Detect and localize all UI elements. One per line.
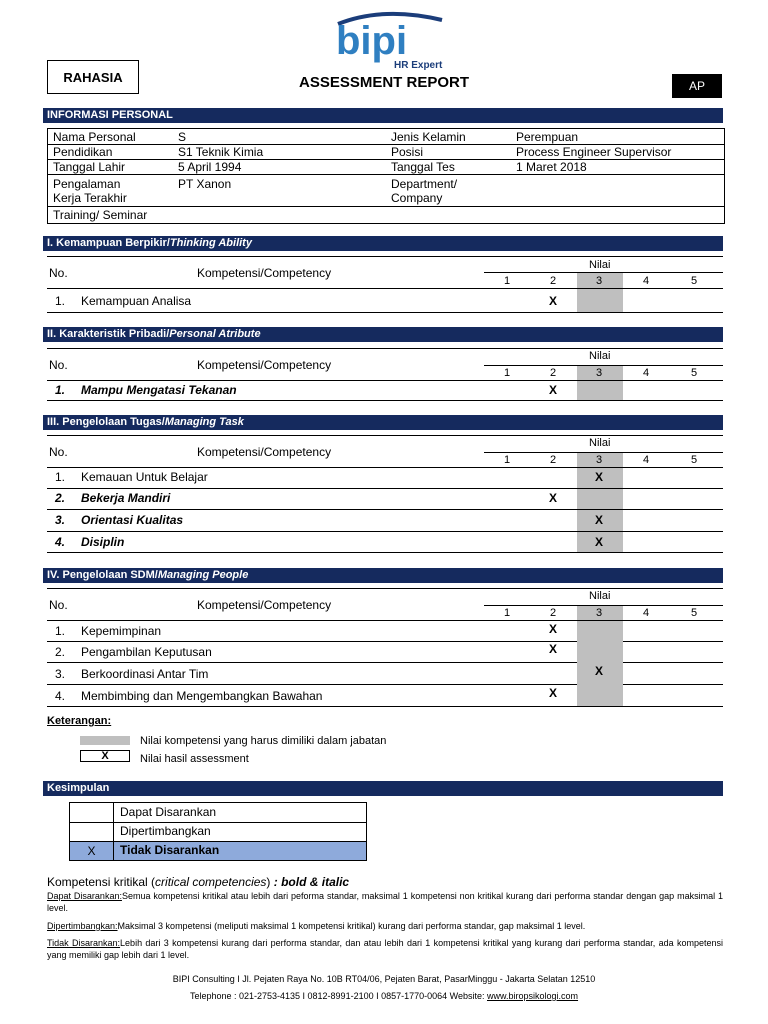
logo-text: bipi (336, 19, 408, 63)
s4-item-2-name: Pengambilan Keputusan (81, 645, 212, 659)
section-3-title: III. Pengelolaan Tugas/Managing Task (43, 415, 723, 430)
note-dapat: Dapat Disarankan:Semua kompetensi kritikal atau lebih dari peforma standar, maksimal 1 kompetensi non kritikal kurang dari performa standar dengan gap maksimal 1 level. (47, 891, 723, 913)
scale-1: 1 (504, 607, 511, 619)
kesimpulan-table (69, 802, 367, 861)
scale-3: 3 (596, 454, 603, 466)
s1-item-1-mark: X (549, 294, 558, 308)
s4-item-3-mark: X (595, 664, 604, 678)
label-position: Posisi (391, 145, 424, 159)
note-tidak: Tidak Disarankan:Lebih dari 3 kompetensi kurang dari performa standar, dan atau lebih dari 1 kompetensi kritikal yang kurang dari performa standar, ada kompetensi yang memiliki gap lebih dari 1 level. (47, 938, 723, 960)
critical-note: Kompetensi kritikal (critical competencies) : bold & italic (47, 875, 350, 889)
scale-4: 4 (643, 454, 650, 466)
scale-1: 1 (504, 367, 511, 379)
scale-3: 3 (596, 275, 603, 287)
scale-2: 2 (550, 454, 557, 466)
s2-item-1-no: 1. (55, 383, 66, 397)
scale-5: 5 (691, 607, 698, 619)
s4-item-1-name: Kepemimpinan (81, 624, 162, 638)
header-competency: Kompetensi/Competency (197, 266, 332, 280)
label-test-date: Tanggal Tes (391, 160, 455, 174)
scale-5: 5 (691, 275, 698, 287)
section-3-table (47, 435, 723, 552)
s4-item-1-mark: X (549, 622, 558, 636)
s1-item-1-no: 1. (55, 294, 66, 308)
section-4-table (47, 588, 723, 706)
s3-item-4-mark: X (595, 535, 604, 549)
option-3-label: Tidak Disarankan (120, 843, 220, 857)
legend-gray-text: Nilai kompetensi yang harus dimiliki dalam jabatan (140, 735, 387, 747)
s2-item-1-mark: X (549, 383, 558, 397)
legend-title: Keterangan: (47, 715, 112, 727)
option-2-label: Dipertimbangkan (120, 824, 211, 838)
scale-4: 4 (643, 607, 650, 619)
scale-3: 3 (596, 367, 603, 379)
value-test-date: 1 Maret 2018 (516, 160, 587, 174)
option-1-label: Dapat Disarankan (120, 805, 217, 819)
value-name: S (178, 130, 187, 144)
footer-address: BIPI Consulting I Jl. Pejaten Raya No. 10B RT04/06, Pejaten Barat, PasarMinggu - Jakarta Selatan 12510 (172, 974, 596, 984)
bipi-logo (318, 10, 448, 70)
legend-x-box: X (80, 750, 130, 762)
report-title: ASSESSMENT REPORT (298, 74, 470, 91)
label-name: Nama Personal (53, 130, 136, 144)
label-department-b: Company (391, 191, 443, 205)
value-gender: Perempuan (516, 130, 579, 144)
header-competency: Kompetensi/Competency (197, 358, 332, 372)
s3-item-4-no: 4. (55, 535, 66, 549)
section-2-table (47, 348, 723, 400)
s3-item-3-mark: X (595, 513, 604, 527)
scale-5: 5 (691, 367, 698, 379)
scale-4: 4 (643, 275, 650, 287)
s3-item-2-mark: X (549, 491, 558, 505)
s4-item-3-name: Berkoordinasi Antar Tim (81, 667, 209, 681)
s4-item-4-name: Membimbing dan Mengembangkan Bawahan (81, 689, 323, 703)
s4-item-3-no: 3. (55, 667, 66, 681)
s4-item-4-no: 4. (55, 689, 66, 703)
header-competency: Kompetensi/Competency (197, 598, 332, 612)
header-no: No. (49, 598, 68, 612)
s3-item-1-mark: X (595, 470, 604, 484)
s3-item-1-no: 1. (55, 470, 66, 484)
section-2-title: II. Karakteristik Pribadi/Personal Atribute (43, 327, 723, 342)
website-link[interactable]: www.biropsikologi.com (487, 991, 579, 1001)
scale-3: 3 (596, 607, 603, 619)
value-experience: PT Xanon (178, 177, 232, 191)
code-badge: AP (672, 74, 722, 98)
s1-item-1-name: Kemampuan Analisa (81, 294, 192, 308)
s3-item-3-name: Orientasi Kualitas (81, 513, 184, 527)
header-nilai: Nilai (589, 350, 611, 362)
label-experience-b: Kerja Terakhir (53, 191, 127, 205)
scale-5: 5 (691, 454, 698, 466)
s4-item-1-no: 1. (55, 624, 66, 638)
value-position: Process Engineer Supervisor (516, 145, 672, 159)
s4-item-4-mark: X (549, 686, 558, 700)
kesimpulan-title: Kesimpulan (43, 781, 723, 796)
s3-item-1-name: Kemauan Untuk Belajar (81, 470, 208, 484)
scale-2: 2 (550, 367, 557, 379)
header-nilai: Nilai (589, 590, 611, 602)
confidential-box: RAHASIA (47, 60, 139, 94)
header-no: No. (49, 358, 68, 372)
footer-contact: Telephone : 021-2753-4135 I 0812-8991-2100 I 0857-1770-0064 Website: www.biropsikologi.com (189, 991, 579, 1001)
s4-item-2-no: 2. (55, 645, 66, 659)
header-no: No. (49, 445, 68, 459)
scale-2: 2 (550, 275, 557, 287)
s3-item-2-name: Bekerja Mandiri (81, 491, 171, 505)
value-education: S1 Teknik Kimia (178, 145, 264, 159)
label-birthdate: Tanggal Lahir (53, 160, 126, 174)
value-birthdate: 5 April 1994 (178, 160, 242, 174)
scale-2: 2 (550, 607, 557, 619)
section-1-title: I. Kemampuan Berpikir/Thinking Ability (43, 236, 723, 251)
s3-item-2-no: 2. (55, 491, 66, 505)
note-dipertimbangkan: Dipertimbangkan:Maksimal 3 kompetensi (meliputi maksimal 1 kompetensi kritikal) kurang dari performa standar, gap maksimal 1 level. (47, 921, 586, 931)
label-training: Training/ Seminar (53, 208, 148, 222)
label-gender: Jenis Kelamin (391, 130, 466, 144)
label-department: Department/ (391, 177, 458, 191)
logo-subtext: HR Expert (394, 60, 443, 70)
scale-1: 1 (504, 454, 511, 466)
header-competency: Kompetensi/Competency (197, 445, 332, 459)
scale-1: 1 (504, 275, 511, 287)
legend-x-text: Nilai hasil assessment (140, 753, 249, 765)
section-4-title: IV. Pengelolaan SDM/Managing People (43, 568, 723, 583)
personal-info-table (47, 128, 725, 224)
s4-item-2-mark: X (549, 642, 558, 656)
section-personal-title: INFORMASI PERSONAL (43, 108, 723, 123)
legend-gray-swatch (80, 736, 130, 745)
s2-item-1-name: Mampu Mengatasi Tekanan (81, 383, 237, 397)
header-nilai: Nilai (589, 437, 611, 449)
s3-item-3-no: 3. (55, 513, 66, 527)
label-experience: Pengalaman (53, 177, 121, 191)
s3-item-4-name: Disiplin (81, 535, 125, 549)
header-no: No. (49, 266, 68, 280)
label-education: Pendidikan (53, 145, 113, 159)
scale-4: 4 (643, 367, 650, 379)
option-3-mark: X (87, 844, 96, 858)
section-1-table (47, 256, 723, 312)
header-nilai: Nilai (589, 259, 611, 271)
